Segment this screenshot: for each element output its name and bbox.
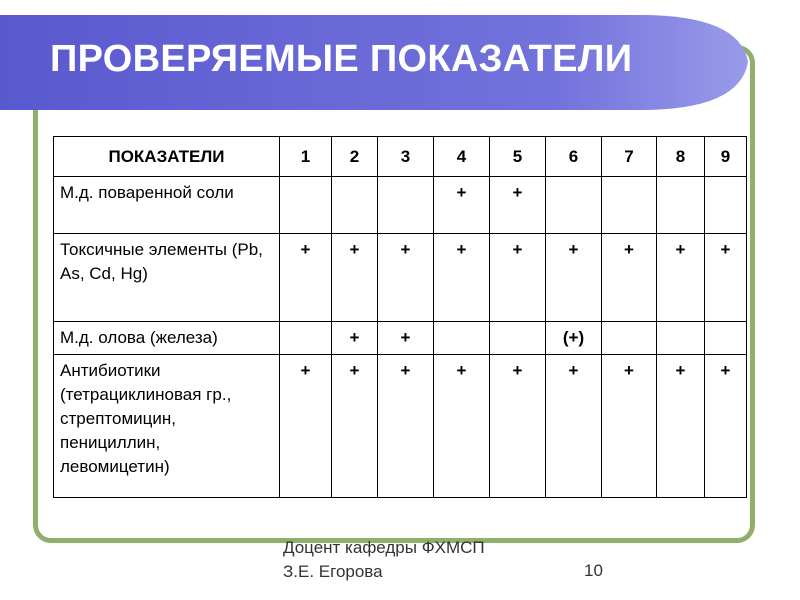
table-cell — [434, 322, 490, 355]
footer-line-1: Доцент кафедры ФХМСП — [283, 538, 485, 557]
table-cell: + — [705, 234, 747, 322]
table-cell — [378, 177, 434, 234]
row-label: Токсичные элементы (Pb, As, Cd, Hg) — [54, 234, 280, 322]
table-header-row — [54, 137, 747, 177]
table-cell — [490, 322, 546, 355]
table-cell: + — [490, 355, 546, 498]
table-row — [54, 234, 747, 322]
table-cell: + — [332, 322, 378, 355]
row-label: Антибиотики (тетрациклиновая гр., стрептомицин, пенициллин, левомицетин) — [54, 355, 280, 498]
column-header: 3 — [378, 137, 434, 177]
row-label: М.д. олова (железа) — [54, 322, 280, 355]
column-header: 9 — [705, 137, 747, 177]
table-cell — [602, 177, 657, 234]
column-header: 8 — [657, 137, 705, 177]
column-header: 7 — [602, 137, 657, 177]
row-label: М.д. поваренной соли — [54, 177, 280, 234]
table-row — [54, 177, 747, 234]
table-cell — [657, 177, 705, 234]
table-cell: + — [657, 355, 705, 498]
table-cell: + — [332, 355, 378, 498]
table-cell — [705, 322, 747, 355]
table-cell — [332, 177, 378, 234]
table-cell: + — [705, 355, 747, 498]
column-header: 4 — [434, 137, 490, 177]
table-row — [54, 322, 747, 355]
table-cell: + — [434, 234, 490, 322]
table-cell: + — [434, 355, 490, 498]
table-cell: + — [378, 355, 434, 498]
column-header: 1 — [280, 137, 332, 177]
column-header: 5 — [490, 137, 546, 177]
page-title: ПРОВЕРЯЕМЫЕ ПОКАЗАТЕЛИ — [50, 38, 633, 80]
table-cell: + — [546, 355, 602, 498]
table-cell: + — [602, 355, 657, 498]
column-header: 6 — [546, 137, 602, 177]
footer-line-2: З.Е. Егорова — [283, 562, 383, 581]
indicators-table — [53, 136, 747, 498]
table-cell: + — [434, 177, 490, 234]
page-number: 10 — [584, 561, 603, 580]
table-cell: + — [490, 234, 546, 322]
table-cell: + — [280, 355, 332, 498]
table-cell — [280, 322, 332, 355]
table-cell: + — [657, 234, 705, 322]
table-cell — [280, 177, 332, 234]
table-cell: + — [332, 234, 378, 322]
table-cell — [657, 322, 705, 355]
table-cell: + — [546, 234, 602, 322]
table-cell: (+) — [546, 322, 602, 355]
table-row — [54, 355, 747, 498]
table-cell: + — [602, 234, 657, 322]
table-cell: + — [378, 322, 434, 355]
footer-author — [283, 536, 485, 584]
table-cell: + — [378, 234, 434, 322]
table-cell: + — [490, 177, 546, 234]
table-cell — [546, 177, 602, 234]
table-cell: + — [280, 234, 332, 322]
column-header: ПОКАЗАТЕЛИ — [54, 137, 280, 177]
table-cell — [705, 177, 747, 234]
column-header: 2 — [332, 137, 378, 177]
table-cell — [602, 322, 657, 355]
